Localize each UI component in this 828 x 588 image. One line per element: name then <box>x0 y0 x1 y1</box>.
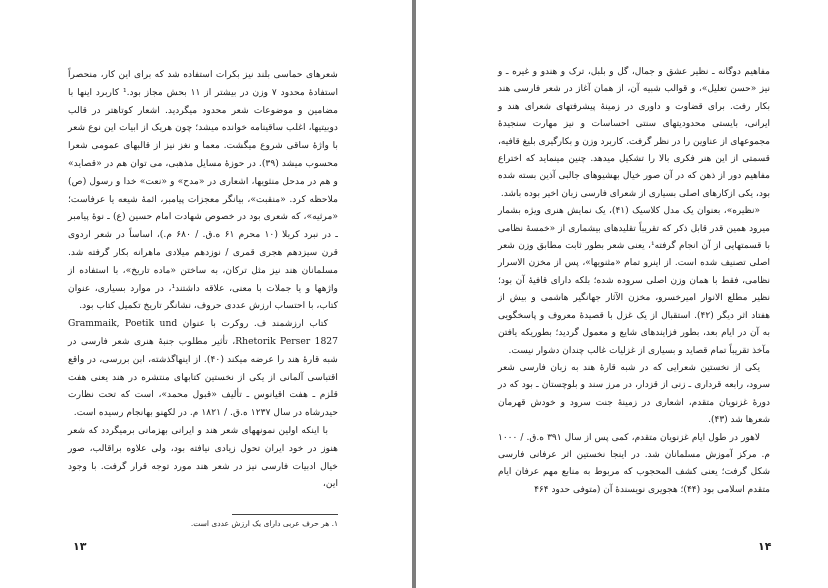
paragraph: لاهور در طول ایام غزنویان متقدم، کمی پس از سال ۳۹۱ ه.ق. / ۱۰۰۰ م. مرکز آموزش مسلمانان شد. در اینجا نخستین اثر عرفانی فارسی شکل گرفت؛ یعنی کشف المحجوب که مربوط به منابع مهم عرفان ایام متقدم اسلامی بود (۴۴)؛ هجویری نویسندهٔ آن (متوفی حدود ۴۶۴ <box>498 432 770 495</box>
paragraph: شعرهای حماسی بلند نیز بکرات استفاده شد که برای این کار، منحصراً استفادهٔ محدود ۷ وزن در بیشتر از ۱۱ بحش مجاز بود.¹ کاربرد اینها با مضامین و موضوعات شعر محدود میگردید. اشعار کوتاهتر در قالب دوبیتیها، اغلب ساقینامه خوانده میشد؛ چون هریک از ابیات این نوع شعر با واژهٔ ساقی شروع میگشت. معما و نغز نیز از قالبهای عمومی شعرا محسوب میشد (۳۹). در حوزهٔ مسایل مذهبی، می توان هم در «قصاید» و هم در مدحل منثویها، اشعاری در «مدح» و «نعت» خدا و رسول (ص) ملاحظه کرد. «منقبت»، بیانگر معجزات پیامبر، ائمهٔ شیعه یا عرفاست؛ «مرثیه»، که شعری بود در خصوص شهادت امام حسین (ع) ـ نوهٔ پیامبر ـ در نبرد کربلا (۱۰ محرم ۶۱ ه.ق. / ۶۸۰ م.)، اساساً در شعر اردوی قرن سیزدهم هجری قمری / نوزدهم میلادی ماهرانه بکار گرفته شد. مسلمانان هند نیز مثل ترکان، به ساختن «ماده تاریخ»، با استفاده از واژهها و یا جملات با معنی، علاقه داشتند¹، در موارد بسیاری، عنوان کتاب، با احتساب ارزش عددی حروف، نشانگر تاریخ تکمیل کتاب بود. <box>68 69 339 312</box>
paragraph: «نظیره»، بعنوان یک مدل کلاسیک (۴۱)، یک نمایش هنری ویژه بشمار میرود همین قدر قابل ذکر که تقریباً تقلیدهای بیشماری از «خمسهٔ نظامی با قسمتهایی از آن انجام گرفته¹، یعنی شعر بطور ثابت مطابق وزن شعر اصلی تصنیف شده است. از اینرو تمام «مثنویها»، پس از مخزن الاسرار نظامی، فقط با همان وزن اصلی سروده شده؛ بلکه دارای قافیهٔ آن بود؛ نظیر مطلع الانوار امیرخسرو، مخزن الآثار جهانگیر هاشمی و بیش از هفتاد اثر دیگر (۴۲). استقبال از یک غزل با قصیدهٔ معروف و پاسخگویی به آن در ایام بعد، بطور فزایندهای شایع و معمول گردید؛ بطوریکه یافتن مآخذ تقریباً تمام قصاید و بسیاری از غزلیات غالب چندان دشوار نیست. <box>498 206 770 356</box>
page-number: ۱۳ <box>73 540 87 553</box>
page-number: ۱۴ <box>758 540 772 553</box>
paragraph: مفاهیم دوگانه ـ نظیر عشق و جمال، گل و بلبل، ترک و هندو و غیره ـ و نیز «حسن تعلیل»، و قوالب شبیه آن، از همان آغاز در شعر فارسی هند بکار رفت. برای قضاوت و داوری در زمینهٔ پیشرفتهای شعرای هند و ایرانی، بایستی محدودیتهای سنتی احساسات و نیز مهارت سنجیدهٔ مجموعهای از عناوین را در نظر گرفت. کاربرد وزن و بکارگیری بلیغ قافیه، قسمتی از این هنر فکری بالا را تشکیل میدهد. چنین مینماید که اختراع مفاهیم دور از ذهن که در آن صور خیال بهشیوهای جالبی آذین بسته شده بود، یکی ازکارهای اصلی بسیاری از شعرای فارسی زبان اخیر بوده باشد. <box>498 67 770 199</box>
paragraph: یکی از نخستین شعرایی که در شبه قارهٔ هند به زبان فارسی شعر سرود، رابعه قرداری ـ زنی از قزدار، در مرز سند و بلوچستان ـ بود که در دورهٔ غزنویان متقدم، اشعاری در زمینهٔ جنت سرود و خودش قهرمان شعرها شد (۴۳). <box>498 362 770 426</box>
footnote-divider <box>232 514 338 515</box>
left-page-body <box>68 66 338 493</box>
left-page <box>0 0 412 588</box>
right-page-body <box>498 64 770 499</box>
footnote: ۱. هر حرف عربی دارای یک ارزش عددی است. <box>190 519 338 528</box>
right-page <box>416 0 828 588</box>
paragraph: با اینکه اولین نمونههای شعر هند و ایرانی بهزمانی برمیگردد که شعر هنوز در خود ایران تحول زیادی نیافته بود، ولی علاوه براقالب، صور خیال ادبیات فارسی نیز در شعر هند مورد توجه قرار گرفت. با وجود این، <box>68 424 338 490</box>
paragraph: کتاب ارزشمند ف. روکرت با عنوان Grammaik, Poetik und Rhetorik Perser 1827، تأثیر مطلوب جنبهٔ هنری شعر فارسی در شبه قارهٔ هند را عرضه میکند (۴۰). از اینهاگذشته، ابن بررسی، در واقع اقتباسی آلمانی از یکی از نخستین کتابهای منتشره در هند یعنی هفت قلزم ـ هفت اقیانوس ـ تألیف «قبول محمد»، است که تحت نظارت حیدرشاه در سال ۱۲۳۷ ه.ق. / ۱۸۲۱ م. در لکهنو بهانجام رسیده است. <box>68 318 339 419</box>
